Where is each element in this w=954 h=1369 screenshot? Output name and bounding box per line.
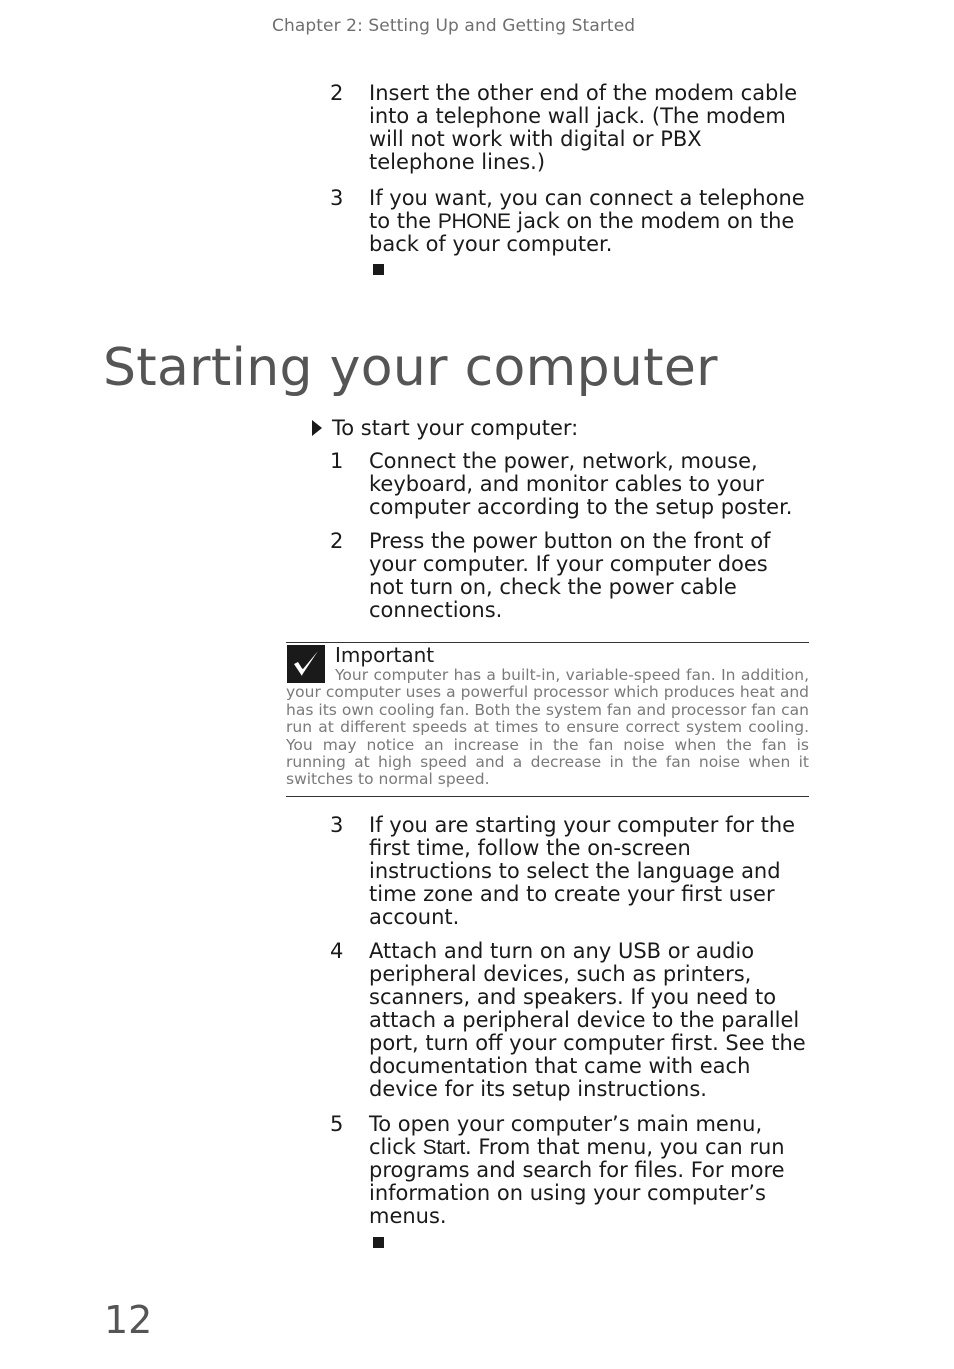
step-number: 4 (330, 939, 344, 963)
step-item (330, 450, 820, 519)
step-item (330, 814, 820, 929)
step-text-part: jack on the modem on the back of your computer. (369, 209, 795, 256)
step-text: Connect the power, network, mouse, keyboard, and monitor cables to your computer according to the setup poster. (369, 449, 793, 519)
running-head: Chapter 2: Setting Up and Getting Started (272, 16, 636, 36)
end-of-procedure-icon (373, 1237, 384, 1248)
step-number: 2 (330, 529, 344, 553)
step-item (330, 82, 820, 174)
procedure-intro-text: To start your computer: (332, 416, 579, 440)
step-number: 3 (330, 186, 344, 210)
section-title: Starting your computer (103, 338, 718, 398)
step-text (369, 187, 820, 256)
important-note (286, 642, 809, 797)
note-title: Important (335, 643, 435, 667)
procedure-intro (312, 416, 578, 440)
step-text: Attach and turn on any USB or audio peripheral devices, such as printers, scanners, and speakers. If you need to attach a peripheral device to the parallel port, turn off your computer first. See the documentation that came with each device for its setup instructions. (369, 939, 806, 1101)
step-text-part: To open your computer’s main menu, click (369, 1112, 763, 1159)
step-item (330, 1113, 820, 1228)
end-of-procedure-icon (373, 264, 384, 275)
step-number: 2 (330, 81, 344, 105)
step-text-part: If you want, you can connect a telephone to the (369, 186, 805, 233)
step-text: Press the power button on the front of your computer. If your computer does not turn on, check the power cable connections. (369, 529, 771, 622)
step-item (330, 187, 820, 256)
ui-term-phone: PHONE (437, 210, 511, 233)
procedure-arrow-icon (312, 420, 322, 436)
step-text: If you are starting your computer for the first time, follow the on-screen instructions to select the language and time zone and to create your first user account. (369, 813, 796, 929)
page-number: 12 (104, 1298, 153, 1342)
step-text (369, 1113, 820, 1228)
step-number: 5 (330, 1112, 344, 1136)
note-body: Your computer has a built-in, variable-speed fan. In addition, your computer uses a powerful processor which produces heat and has its own cooling fan. Both the system fan and processor fan can run at different speeds at times to ensure correct system cooling. You may notice an increase in the fan noise when the fan is running at high speed and a decrease in the fan noise when it switches to normal speed. (286, 666, 809, 789)
step-number: 3 (330, 813, 344, 837)
ui-term-start: Start (422, 1136, 465, 1159)
step-text-part: . From that menu, you can run programs and search for files. For more information on using your computer’s menus. (369, 1135, 785, 1228)
step-number: 1 (330, 449, 344, 473)
step-item (330, 940, 820, 1101)
step-text: Insert the other end of the modem cable into a telephone wall jack. (The modem will not work with digital or PBX telephone lines.) (369, 81, 798, 174)
step-item (330, 530, 820, 622)
